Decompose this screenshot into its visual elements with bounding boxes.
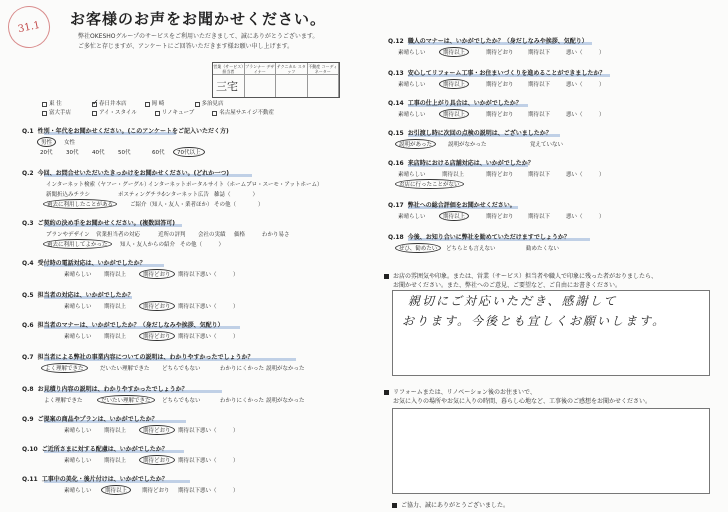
store-label: 富大手店	[49, 110, 72, 116]
answer-option[interactable]: 期待以下	[528, 112, 551, 118]
answer-option-selected[interactable]: 説明があった	[395, 139, 436, 149]
question-text	[22, 320, 224, 329]
question-number: Q.18	[388, 234, 404, 241]
answer-option[interactable]: 20代	[40, 150, 53, 156]
answer-option[interactable]: 期待どおり	[486, 172, 514, 178]
question-number: Q.4	[22, 260, 34, 267]
staff-cell[interactable]	[245, 75, 277, 97]
store-label: 多治見店	[201, 101, 224, 107]
answer-option[interactable]: 悪い（ ）	[566, 82, 605, 88]
answer-option-selected[interactable]: 期待どおり	[139, 331, 175, 341]
store-option[interactable]	[42, 109, 74, 118]
question-label: 今後、お知り合いに弊社を勧めていただけますでしょうか？	[407, 234, 570, 241]
answer-option[interactable]: ご紹介（知人・友人・業者ほか）	[130, 202, 213, 208]
checkbox-icon[interactable]	[42, 111, 47, 116]
answer-option-selected[interactable]: 期待どおり	[139, 301, 175, 311]
answer-option[interactable]: どちらでもない	[162, 366, 201, 372]
checkbox-icon[interactable]	[212, 111, 217, 116]
question-number: Q.17	[388, 202, 404, 209]
store-label: アイ・スタイル	[99, 110, 137, 116]
question-number: Q.14	[388, 100, 404, 107]
question-text	[388, 232, 570, 241]
answer-option-selected[interactable]: お店に行ったことがない	[395, 179, 464, 189]
staff-cell[interactable]	[308, 75, 340, 97]
answer-option[interactable]: 勧めたくない	[526, 246, 560, 252]
comment1-label	[384, 272, 657, 290]
checkbox-icon[interactable]	[92, 111, 97, 116]
question-number: Q.16	[388, 160, 404, 167]
answer-option[interactable]: 期待以下	[178, 488, 201, 494]
question-text	[388, 98, 522, 107]
question-label: 担当者による弊社の事業内容についての説明は、わかりやすかったでしょうか？	[37, 354, 254, 361]
answer-option[interactable]: 期待どおり	[486, 112, 514, 118]
answer-option[interactable]: 営業担当者の対応	[96, 232, 141, 238]
answer-option[interactable]: 期待以上	[442, 172, 465, 178]
store-label: 名古屋サエイジ不動産	[219, 110, 274, 116]
question-text	[22, 290, 134, 299]
answer-option[interactable]: よく理解できた	[44, 398, 83, 404]
answer-option[interactable]: 悪い（ ）	[200, 304, 239, 310]
answer-option[interactable]: 説明がなかった	[266, 366, 305, 372]
question-number: Q.6	[22, 322, 34, 329]
answer-option[interactable]: 素晴らしい	[64, 304, 92, 310]
question-number: Q.2	[22, 170, 34, 177]
answer-option[interactable]: 期待以上	[104, 458, 127, 464]
comment1-handwriting: おります。今後とも宜しくお願いします。	[402, 314, 667, 328]
answer-option[interactable]: 素晴らしい	[398, 50, 426, 56]
page-title: お客様のお声をお聞かせください。	[70, 10, 327, 28]
question-text	[22, 168, 229, 177]
store-option[interactable]	[212, 109, 274, 118]
intro-line: 弊社OKESHOグループのサービスをご利用いただきまして、誠にありがとうございます。	[78, 33, 319, 40]
question-text	[22, 414, 158, 423]
question-label: 安心してリフォーム工事・お住まいづくりを進めることができましたか？	[407, 70, 606, 77]
answer-option-selected[interactable]: 期待どおり	[139, 269, 175, 279]
question-text	[388, 128, 552, 137]
answer-option[interactable]: 悪い（ ）	[200, 428, 239, 434]
answer-option[interactable]: 素晴らしい	[64, 488, 92, 494]
answer-option[interactable]: 期待以下	[178, 272, 201, 278]
comment2-box[interactable]	[392, 408, 710, 494]
question-number: Q.1	[22, 128, 34, 135]
question-label: 職人のマナーは、いかがでしたか？（身だしなみや挨拶、気配り）	[407, 38, 588, 45]
answer-option[interactable]: 悪い（ ）	[200, 272, 239, 278]
comment1-label-line: お聞かせください。また、弊社へのご意見、ご要望など、ご自由にお書きください。	[393, 282, 622, 289]
staff-name-handwritten: 三宅	[216, 80, 238, 93]
answer-option[interactable]: 会社の実績	[198, 232, 226, 238]
answer-option[interactable]: 悪い（ ）	[566, 112, 605, 118]
question-label: 工事中の美化・後片付けは、いかがでしたか？	[41, 476, 168, 483]
question-text	[22, 352, 253, 361]
staff-header: 不動産 コーディネーター	[308, 64, 338, 74]
question-label: 担当者の対応は、いかがでしたか？	[37, 292, 134, 299]
answer-option[interactable]: ポスティングチラシ	[118, 192, 167, 198]
question-label: 来店時における店舗対応は、いかがでしたか？	[407, 160, 534, 167]
question-number: Q.13	[388, 70, 404, 77]
question-number: Q.12	[388, 38, 404, 45]
answer-option[interactable]: 期待以下	[178, 428, 201, 434]
question-label: 性別・年代をお聞かせください。(このアンケートをご記入いただく方)	[37, 128, 229, 135]
question-number: Q.9	[22, 416, 34, 423]
question-text	[388, 158, 534, 167]
answer-option[interactable]: 期待以下	[528, 214, 551, 220]
answer-option[interactable]: 近所の評判	[158, 232, 186, 238]
answer-option[interactable]: 期待以上	[104, 428, 127, 434]
answer-option[interactable]: 女性	[64, 140, 76, 146]
answer-option[interactable]: インターネット広告	[160, 192, 210, 198]
question-text	[22, 126, 229, 135]
store-option[interactable]	[155, 109, 194, 118]
answer-option[interactable]: わかり易さ	[262, 232, 290, 238]
staff-header: テクニカル スタッフ	[276, 64, 306, 74]
question-label: ご提案の商品やプランは、いかがでしたか？	[37, 416, 158, 423]
question-number: Q.15	[388, 130, 404, 137]
staff-header: プランナー デザイナー	[245, 64, 275, 74]
answer-option[interactable]: 素晴らしい	[398, 112, 426, 118]
checkbox-icon[interactable]	[145, 102, 150, 107]
answer-option-selected[interactable]: 期待以上	[101, 485, 131, 495]
footer-text: ご協力、誠にありがとうございました。	[401, 502, 510, 509]
answer-option[interactable]: プランやデザイン	[46, 232, 90, 238]
checkbox-icon[interactable]	[195, 102, 200, 107]
question-label: 工事の仕上がり具合は、いかがでしたか？	[407, 100, 522, 107]
bullet-icon	[392, 503, 397, 508]
question-text	[22, 384, 188, 393]
checkbox-icon[interactable]	[42, 102, 47, 107]
answer-option-selected[interactable]: ぜひ、勧めたい	[395, 243, 441, 253]
answer-option[interactable]: 素晴らしい	[398, 214, 426, 220]
answer-option-selected[interactable]: だいたい理解できた	[97, 395, 155, 405]
answer-option[interactable]: 素晴らしい	[64, 334, 92, 340]
answer-option[interactable]: 期待以下	[178, 334, 201, 340]
answer-option[interactable]: 素晴らしい	[64, 272, 92, 278]
answer-option[interactable]: 悪い（ ）	[200, 458, 239, 464]
answer-option[interactable]: 期待以上	[104, 272, 127, 278]
answer-option[interactable]: 期待以下	[528, 172, 551, 178]
answer-option-selected[interactable]: 期待どおり	[139, 455, 175, 465]
question-number: Q.7	[22, 354, 34, 361]
answer-option[interactable]: その他（ ）	[180, 242, 225, 248]
answer-option[interactable]: 期待どおり	[486, 50, 514, 56]
question-number: Q.5	[22, 292, 34, 299]
answer-option[interactable]: 雑誌（ ）	[214, 192, 259, 198]
answer-option[interactable]: 価格	[234, 232, 246, 238]
comment1-label-line: お店の雰囲気や印象。または、営業（サービス）担当者や職人で印象に残った者がおりましたら、	[393, 273, 658, 280]
answer-option[interactable]: 説明がなかった	[448, 142, 487, 148]
intro-text	[78, 32, 358, 52]
question-label: お引渡し時に次回の点検の説明は、ございましたか？	[407, 130, 552, 137]
answer-option-selected[interactable]: 男性	[37, 137, 56, 147]
question-label: ご契約の決め手をお聞かせください。(複数回答可)	[37, 220, 176, 227]
question-text	[22, 258, 146, 267]
answer-option[interactable]: わかりにくかった	[220, 398, 265, 404]
answer-option[interactable]: 期待以下	[178, 304, 201, 310]
answer-option[interactable]: 40代	[92, 150, 105, 156]
checkbox-icon[interactable]	[155, 111, 160, 116]
answer-option[interactable]: 覚えていない	[530, 142, 564, 148]
answer-option[interactable]: どちらでもない	[162, 398, 201, 404]
answer-option[interactable]: わかりにくかった	[220, 366, 265, 372]
answer-option[interactable]: 素晴らしい	[398, 82, 426, 88]
question-number: Q.11	[22, 476, 38, 483]
answer-option[interactable]: 悪い（ ）	[566, 214, 605, 220]
answer-option[interactable]: 期待以下	[178, 458, 201, 464]
store-label: リノキューブ	[161, 110, 195, 116]
answer-option[interactable]: 悪い（ ）	[200, 488, 239, 494]
answer-option[interactable]: 期待どおり	[142, 488, 170, 494]
answer-option[interactable]: インターネットポータルサイト（ホームプロ・スーモ・アットホーム）	[148, 182, 323, 188]
store-row	[42, 109, 274, 118]
store-option[interactable]	[42, 100, 74, 109]
answer-option[interactable]: 悪い（ ）	[566, 172, 605, 178]
staff-cell[interactable]	[276, 75, 308, 97]
answer-option[interactable]: 60代	[152, 150, 165, 156]
footer-thanks	[392, 500, 509, 509]
answer-option[interactable]: 悪い（ ）	[566, 50, 605, 56]
answer-option[interactable]: 期待以上	[104, 304, 127, 310]
question-label: 弊社への総合評価をお聞かせください。	[407, 202, 516, 209]
question-label: ご近所さまに対する配慮は、いかがでしたか？	[41, 446, 168, 453]
bullet-icon	[384, 390, 389, 395]
store-label: 東 住	[49, 101, 62, 107]
checkbox-checked-icon[interactable]	[92, 102, 97, 107]
answer-option-selected[interactable]: 期待以上	[439, 47, 469, 57]
answer-option[interactable]: 期待以上	[104, 334, 127, 340]
answer-option[interactable]: 素晴らしい	[64, 428, 92, 434]
question-text	[388, 36, 588, 45]
answer-option[interactable]: 知人・友人からの紹介	[120, 242, 176, 248]
date-stamp: 31.1	[4, 2, 54, 52]
store-checklist	[42, 100, 274, 118]
answer-option[interactable]: どちらとも言えない	[446, 246, 496, 252]
answer-option[interactable]: 素晴らしい	[398, 172, 426, 178]
comment1-handwriting: 親切にご対応いただき、感謝して	[408, 294, 618, 308]
answer-option[interactable]: だいたい理解できた	[100, 366, 150, 372]
question-label: 受付時の電話対応は、いかがでしたか？	[37, 260, 146, 267]
question-text	[22, 474, 168, 483]
question-label: 今回、お問合せいただいたきっかけをお聞かせください。(どれか一つ)	[37, 170, 230, 177]
comment2-label-line: リフォームまたは、リノベーション後のお住まいで、	[393, 389, 536, 396]
answer-option[interactable]: 期待どおり	[486, 214, 514, 220]
intro-line: ご多忙と存じますが、アンケートにご回答いただきます様お願い申し上げます。	[78, 43, 294, 50]
answer-option[interactable]: 期待以下	[528, 82, 551, 88]
answer-option[interactable]: 期待どおり	[486, 82, 514, 88]
answer-option-selected[interactable]: 期待どおり	[139, 425, 175, 435]
bullet-icon	[384, 274, 389, 279]
store-label: 岡 崎	[151, 101, 165, 107]
answer-option[interactable]: 期待以下	[528, 50, 551, 56]
answer-option[interactable]: その他（ ）	[214, 202, 264, 208]
question-number: Q.3	[22, 220, 34, 227]
answer-option-selected[interactable]: 70代以上	[173, 147, 205, 157]
answer-option-selected[interactable]: 期待以上	[439, 211, 469, 221]
comment2-label-line: お気に入りの場所やお気に入りの時間、暮らし心地など、工事後のご感想をお聞かせください。	[393, 398, 652, 405]
answer-option[interactable]: 新聞折込みチラシ	[46, 192, 91, 198]
question-number: Q.8	[22, 386, 34, 393]
answer-option[interactable]: インターネット検索（ヤフー・グーグル）	[46, 182, 150, 188]
store-label: 春日井本店	[99, 101, 127, 107]
store-option[interactable]	[195, 100, 227, 109]
question-label: 担当者のマナーは、いかがでしたか？（身だしなみや挨拶、気配り）	[37, 322, 224, 329]
question-label: お見積り内容の説明は、わかりやすかったでしょうか？	[37, 386, 188, 393]
answer-option[interactable]: 50代	[118, 150, 131, 156]
store-option[interactable]	[92, 109, 137, 118]
answer-option[interactable]: 悪い（ ）	[200, 334, 239, 340]
answer-option[interactable]: 素晴らしい	[64, 458, 92, 464]
answer-option-selected[interactable]: 期待以上	[439, 109, 469, 119]
question-text	[388, 200, 516, 209]
answer-option-selected[interactable]: よく理解できた	[41, 363, 88, 373]
question-text	[22, 218, 175, 227]
answer-option-selected[interactable]: 過去に利用したことがある	[43, 199, 117, 209]
answer-option-selected[interactable]: 過去に利用してよかった	[43, 239, 112, 249]
store-option[interactable]	[92, 100, 127, 109]
answer-option[interactable]: 30代	[66, 150, 79, 156]
staff-header: 営業（サービス）担当者	[213, 64, 244, 74]
comment2-label	[384, 388, 651, 406]
store-option[interactable]	[145, 100, 177, 109]
question-number: Q.10	[22, 446, 38, 453]
question-text	[388, 68, 605, 77]
answer-option-selected[interactable]: 期待以上	[439, 79, 469, 89]
answer-option[interactable]: 説明がなかった	[266, 398, 305, 404]
store-row	[42, 100, 274, 109]
question-text	[22, 444, 168, 453]
